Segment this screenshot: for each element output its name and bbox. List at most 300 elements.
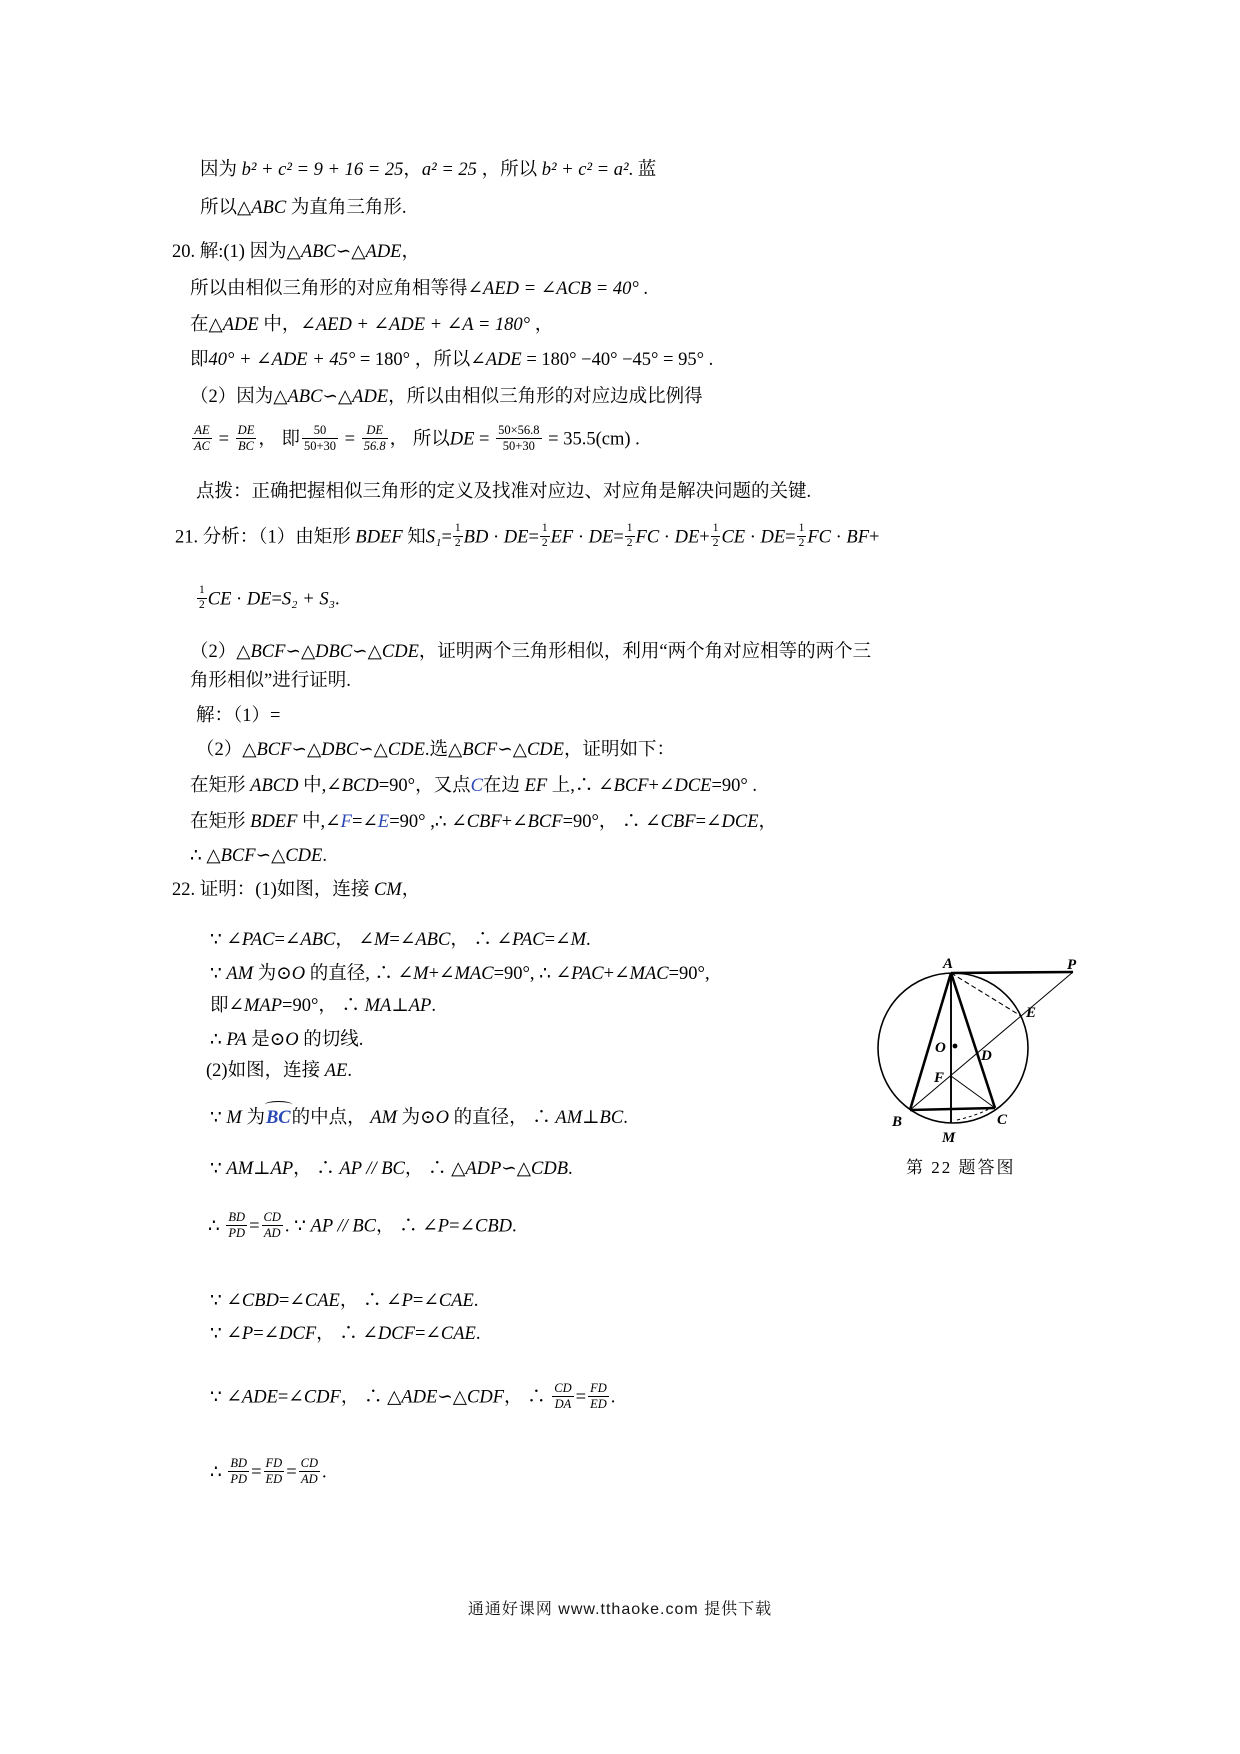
text-run: ∴ bbox=[208, 1216, 225, 1237]
text-run: 的中点， bbox=[291, 1108, 371, 1128]
answer-figure-22 bbox=[880, 953, 1095, 1153]
fraction: $\frac{50}{50+30}$ bbox=[303, 423, 337, 453]
text-run: ∽△ bbox=[358, 740, 388, 760]
math-run: ABC bbox=[300, 242, 336, 262]
math-run: AM bbox=[370, 1108, 398, 1128]
math-run: ∠P bbox=[386, 1291, 413, 1311]
text-run: . bbox=[473, 1291, 479, 1311]
text-run: ， ∴ bbox=[316, 1324, 363, 1344]
arc-MC-dashed bbox=[957, 1109, 989, 1120]
math-run: ∠DCE bbox=[658, 776, 712, 796]
diagram-label-F: F bbox=[934, 1070, 945, 1086]
text-run: · bbox=[745, 527, 761, 548]
text-run: = bbox=[249, 1216, 260, 1237]
text-run: = bbox=[251, 1462, 262, 1483]
math-run: CAE bbox=[304, 1291, 340, 1311]
math-run: DE bbox=[760, 527, 786, 548]
text-run: = bbox=[389, 930, 400, 950]
text-line bbox=[210, 1156, 573, 1183]
text-run: 在边 bbox=[482, 776, 525, 796]
text-run: . bbox=[335, 589, 340, 610]
math-run: ADE bbox=[352, 387, 389, 407]
text-run: . ∵ bbox=[284, 1216, 311, 1237]
text-run: ∽△ bbox=[352, 642, 382, 662]
text-line bbox=[175, 524, 879, 552]
text-run: 20. 解:(1) 因为△ bbox=[172, 242, 301, 262]
fraction: $\frac{BD}{PD}$ bbox=[228, 1210, 246, 1240]
math-run: ∠PAC bbox=[496, 930, 545, 950]
math-run: CDF bbox=[303, 1387, 341, 1408]
math-run: BC bbox=[599, 1108, 624, 1128]
text-run: ，证明如下： bbox=[563, 740, 675, 760]
text-run: 角形相似”进行证明. bbox=[190, 671, 351, 691]
text-run: · bbox=[831, 527, 847, 548]
segment-CF bbox=[951, 1076, 995, 1108]
text-run: 21. 分析：（1）由矩形 bbox=[175, 527, 356, 548]
text-run: . bbox=[586, 930, 591, 950]
text-run: 所以△ bbox=[200, 198, 252, 218]
text-line bbox=[210, 961, 710, 988]
fraction: $\frac{1}{2}$ bbox=[798, 522, 805, 549]
text-run: =∠ bbox=[253, 1324, 280, 1344]
text-line bbox=[210, 1288, 478, 1315]
math-run: a² = 25 bbox=[421, 160, 477, 180]
math-run: ∠CBF bbox=[451, 812, 502, 832]
text-line bbox=[210, 1321, 480, 1348]
text-run: 中， bbox=[258, 315, 301, 335]
text-run: 的切线. bbox=[298, 1030, 364, 1050]
math-run: AP bbox=[270, 1159, 294, 1179]
text-run: =∠ bbox=[449, 1216, 475, 1237]
fraction: $\frac{CD}{DA}$ bbox=[554, 1381, 572, 1411]
text-run: · bbox=[231, 589, 247, 610]
text-run: . bbox=[568, 1159, 573, 1179]
text-line bbox=[200, 157, 656, 184]
text-line bbox=[190, 639, 871, 666]
math-run: CE bbox=[721, 527, 746, 548]
math-run: CDE bbox=[381, 642, 419, 662]
text-run: 上,∴ bbox=[547, 776, 599, 796]
text-run: (2)如图，连接 bbox=[206, 1061, 325, 1081]
text-run: ，所以 bbox=[476, 160, 542, 180]
math-run: ABCD bbox=[250, 776, 299, 796]
text-run: .选△ bbox=[424, 740, 463, 760]
diagram-label-P: P bbox=[1067, 957, 1077, 973]
text-line bbox=[196, 703, 280, 730]
text-run: ∽△ bbox=[497, 740, 527, 760]
math-run: BDEF bbox=[355, 527, 403, 548]
math-run: ∠ADE bbox=[226, 1387, 278, 1408]
fraction: $\frac{1}{2}$ bbox=[626, 522, 633, 549]
text-run: 为直角三角形. bbox=[286, 198, 407, 218]
math-run: BF bbox=[846, 527, 870, 548]
math-run: EF bbox=[524, 776, 548, 796]
text-run: ∽△ bbox=[255, 846, 286, 866]
math-run: ABC bbox=[251, 198, 287, 218]
math-run: ∠MAC bbox=[439, 964, 494, 984]
circle-diagram bbox=[880, 953, 1095, 1153]
math-run: DCF bbox=[279, 1324, 317, 1344]
text-run: · bbox=[573, 527, 589, 548]
math-run: DE bbox=[449, 429, 475, 450]
math-run: DCE bbox=[721, 812, 759, 832]
math-run: CAE bbox=[440, 1324, 476, 1344]
text-run: . bbox=[347, 1061, 352, 1081]
math-run: PA bbox=[226, 1030, 247, 1050]
text-run: 为 bbox=[241, 1108, 265, 1128]
center-dot-O bbox=[953, 1044, 958, 1049]
diagram-labels bbox=[891, 956, 1077, 1146]
math-run: ∠CBD bbox=[226, 1291, 279, 1311]
text-run: ∵ bbox=[210, 930, 227, 950]
text-line bbox=[196, 479, 811, 506]
text-run: =∠ bbox=[695, 812, 722, 832]
text-run: = bbox=[441, 527, 452, 548]
text-line bbox=[190, 347, 713, 374]
math-run: BCF bbox=[256, 740, 292, 760]
text-run: ， bbox=[401, 880, 421, 900]
text-run: + bbox=[699, 527, 710, 548]
math-run: S₁ bbox=[425, 527, 442, 548]
text-line bbox=[172, 239, 420, 266]
math-run: ∠DCF bbox=[362, 1324, 415, 1344]
math-run: ∠BCF bbox=[512, 812, 563, 832]
text-run: . bbox=[512, 1216, 517, 1237]
text-run: ⊥ bbox=[391, 996, 409, 1016]
text-run: ， ∴ bbox=[375, 1216, 423, 1237]
math-run: b² + c² = a² bbox=[541, 160, 629, 180]
math-run: ABC bbox=[287, 387, 323, 407]
text-line bbox=[190, 668, 351, 695]
math-run: E bbox=[377, 812, 390, 832]
math-run: FC bbox=[635, 527, 660, 548]
text-run: = bbox=[286, 1462, 297, 1483]
fraction: $\frac{DE}{BC}$ bbox=[237, 423, 255, 453]
math-run: ∠MAP bbox=[228, 996, 283, 1016]
diagram-label-E: E bbox=[1026, 1005, 1037, 1021]
text-run: . 蓝 bbox=[628, 160, 657, 180]
math-run: CAE bbox=[438, 1291, 474, 1311]
fraction: $\frac{AE}{AC}$ bbox=[194, 423, 210, 453]
math-run: DBC bbox=[315, 642, 353, 662]
text-run: ， ∴ bbox=[339, 1291, 387, 1311]
text-run: ， bbox=[335, 930, 359, 950]
text-run: ∵ bbox=[210, 1387, 227, 1408]
text-run: 在△ bbox=[190, 315, 223, 335]
text-run: + bbox=[869, 527, 880, 548]
math-run: BCF bbox=[462, 740, 498, 760]
math-run: ADE bbox=[401, 1387, 438, 1408]
math-run: EF bbox=[550, 527, 574, 548]
text-run: . bbox=[610, 1387, 616, 1408]
math-run: ADP bbox=[465, 1159, 502, 1179]
math-run: AM bbox=[226, 1159, 254, 1179]
text-run: 即 bbox=[210, 996, 229, 1016]
diagram-label-A: A bbox=[943, 956, 954, 972]
text-line bbox=[190, 809, 777, 836]
text-line bbox=[196, 586, 340, 614]
math-run: BD bbox=[463, 527, 489, 548]
text-run: + bbox=[501, 812, 513, 832]
math-run: DE bbox=[246, 589, 272, 610]
text-line bbox=[210, 993, 436, 1020]
text-line bbox=[190, 384, 703, 411]
math-run: AP // BC bbox=[310, 1216, 376, 1237]
segment-BC bbox=[910, 1108, 995, 1110]
text-run: 解：（1）= bbox=[196, 706, 281, 726]
segment-AC bbox=[951, 973, 995, 1108]
text-run: ∽△ bbox=[322, 387, 353, 407]
math-run: CM bbox=[373, 880, 402, 900]
text-line bbox=[172, 877, 420, 904]
math-run: ∠PAC bbox=[555, 964, 604, 984]
text-run: ， bbox=[401, 242, 420, 262]
math-run: AE bbox=[324, 1061, 348, 1081]
text-run: ∽△ bbox=[437, 1387, 467, 1408]
text-run: . bbox=[475, 1324, 481, 1344]
math-run: ∠BCF bbox=[598, 776, 649, 796]
footer: 通通好课网 www.tthaoke.com 提供下载 bbox=[467, 1601, 773, 1618]
math-run: AP // BC bbox=[339, 1159, 405, 1179]
text-line bbox=[190, 425, 640, 456]
math-run: ADE bbox=[365, 242, 402, 262]
text-run: ， bbox=[758, 812, 778, 832]
text-run: = bbox=[213, 429, 234, 450]
text-run: 即 bbox=[190, 350, 209, 370]
text-run: ， ∴ △ bbox=[404, 1159, 466, 1179]
text-run: . bbox=[322, 846, 327, 866]
text-run: + bbox=[428, 964, 440, 984]
text-line bbox=[210, 1458, 327, 1489]
fraction: $\frac{1}{2}$ bbox=[541, 522, 548, 549]
math-run: O bbox=[291, 964, 306, 984]
text-run: = bbox=[613, 527, 624, 548]
arc-over-text: BC bbox=[266, 1103, 291, 1132]
math-run: MA bbox=[364, 996, 392, 1016]
text-run: 为⊙ bbox=[253, 964, 292, 984]
segment-AE-dashed bbox=[951, 973, 1021, 1016]
fraction: $\frac{BD}{PD}$ bbox=[230, 1456, 248, 1486]
text-run: （2）△ bbox=[190, 642, 251, 662]
text-run: =90° ,∴ bbox=[389, 812, 452, 832]
text-run: =90°, ∴ bbox=[493, 964, 556, 984]
diagram-label-O: O bbox=[935, 1040, 946, 1056]
text-run: =∠ bbox=[414, 1324, 441, 1344]
text-run: ∽△ bbox=[285, 642, 316, 662]
fraction: $\frac{1}{2}$ bbox=[454, 522, 461, 549]
text-run: ， bbox=[403, 160, 422, 180]
text-line bbox=[190, 276, 648, 303]
text-run: = bbox=[575, 1387, 587, 1408]
text-line bbox=[210, 1103, 628, 1132]
text-run: =90°， ∴ bbox=[562, 812, 646, 832]
text-run: 中, bbox=[298, 776, 327, 796]
text-run: ∽△ bbox=[501, 1159, 532, 1179]
math-run: CDF bbox=[467, 1387, 504, 1408]
fraction: $\frac{1}{2}$ bbox=[712, 522, 719, 549]
math-run: ∠BCD bbox=[326, 776, 379, 796]
math-run: ∠CBF bbox=[645, 812, 696, 832]
figure-caption: 第 22 题答图 bbox=[906, 1158, 1016, 1177]
math-run: CDE bbox=[387, 740, 425, 760]
fraction: $\frac{FD}{ED}$ bbox=[590, 1381, 607, 1411]
text-line bbox=[208, 1212, 517, 1243]
text-run: ， bbox=[530, 315, 554, 335]
math-run: AM bbox=[226, 964, 254, 984]
text-run: ∵ bbox=[210, 1159, 227, 1179]
circle-O bbox=[878, 973, 1028, 1123]
text-run: = bbox=[544, 930, 556, 950]
fraction: $\frac{CD}{AD}$ bbox=[263, 1210, 281, 1240]
text-run: 的直径, ∴ bbox=[305, 964, 398, 984]
math-run: ∠MAC bbox=[614, 964, 669, 984]
text-run: ∴ bbox=[210, 1462, 227, 1483]
text-run: · bbox=[659, 527, 675, 548]
text-run: ∴ △ bbox=[190, 846, 221, 866]
text-run: 所以由相似三角形的对应角相等得 bbox=[190, 279, 468, 299]
text-run: =90°， ∴ bbox=[282, 996, 365, 1016]
text-line bbox=[190, 312, 553, 339]
text-run: . bbox=[322, 1462, 327, 1483]
text-run: = 35.5(cm) . bbox=[543, 429, 640, 450]
text-run: ， ∴ bbox=[504, 1387, 551, 1408]
text-run: 因为 bbox=[200, 160, 242, 180]
text-run: = bbox=[785, 527, 796, 548]
math-run: CE bbox=[207, 589, 232, 610]
text-run: = 180° ，所以 bbox=[355, 350, 471, 370]
text-run: ， 即 bbox=[258, 429, 300, 450]
text-run: = bbox=[528, 527, 539, 548]
text-run: =90°，又点 bbox=[378, 776, 471, 796]
text-run: 知 bbox=[402, 527, 426, 548]
text-run: 22. 证明：(1)如图，连接 bbox=[172, 880, 374, 900]
text-line bbox=[190, 773, 757, 800]
text-line bbox=[210, 1383, 615, 1414]
text-run: =∠ bbox=[412, 1291, 439, 1311]
math-run: ∠M bbox=[555, 930, 586, 950]
text-line bbox=[200, 195, 406, 222]
math-run: DE bbox=[588, 527, 614, 548]
text-run: ， ∴ △ bbox=[340, 1387, 402, 1408]
diagram-label-C: C bbox=[997, 1112, 1008, 1128]
text-run: = 180° −40° −45° = 95° . bbox=[521, 350, 714, 370]
text-run: ⊥ bbox=[253, 1159, 271, 1179]
fraction: $\frac{1}{2}$ bbox=[199, 584, 205, 611]
text-run: ， 所以 bbox=[389, 429, 450, 450]
math-run: ∠M bbox=[397, 964, 429, 984]
text-run: = bbox=[474, 429, 495, 450]
text-run: ，所以由相似三角形的对应边成比例得 bbox=[388, 387, 703, 407]
text-run: + bbox=[603, 964, 615, 984]
math-run: S₂ + S₃ bbox=[281, 589, 336, 610]
math-run: FC bbox=[807, 527, 831, 548]
text-run: ， ∴ bbox=[450, 930, 497, 950]
text-run: = bbox=[271, 589, 282, 610]
text-run: 是⊙ bbox=[246, 1030, 286, 1050]
text-run: ∵ bbox=[210, 1324, 227, 1344]
math-run: C bbox=[470, 776, 483, 796]
text-run: . bbox=[431, 996, 436, 1016]
text-run: =∠ bbox=[351, 812, 378, 832]
text-run: 在矩形 bbox=[190, 776, 251, 796]
text-run: ∴ bbox=[210, 1030, 227, 1050]
math-run: CDB bbox=[531, 1159, 569, 1179]
math-run: ∠AED + ∠ADE + ∠A = 180° bbox=[300, 315, 531, 335]
text-line bbox=[206, 1058, 352, 1085]
math-run: ∠ABC bbox=[284, 930, 336, 950]
math-run: BCF bbox=[250, 642, 286, 662]
math-run: ∠ADE bbox=[470, 350, 522, 370]
text-line bbox=[190, 843, 327, 870]
diagram-label-D: D bbox=[981, 1048, 992, 1064]
math-run: ∠P bbox=[422, 1216, 450, 1237]
fraction: $\frac{CD}{AD}$ bbox=[300, 1456, 318, 1486]
math-run: DE bbox=[503, 527, 529, 548]
math-run: ∠ABC bbox=[399, 930, 451, 950]
text-run: （2）△ bbox=[196, 740, 257, 760]
math-run: O bbox=[435, 1108, 450, 1128]
text-run: （2）因为△ bbox=[190, 387, 288, 407]
math-run: CDE bbox=[526, 740, 564, 760]
text-run: 为⊙ bbox=[397, 1108, 436, 1128]
text-run: =90°, bbox=[668, 964, 710, 984]
text-run: ， ∴ bbox=[293, 1159, 340, 1179]
text-run: ∵ bbox=[210, 1291, 227, 1311]
text-run: · bbox=[488, 527, 504, 548]
segment-AP bbox=[951, 972, 1073, 973]
math-run: CDE bbox=[285, 846, 323, 866]
math-run: ∠PAC bbox=[226, 930, 275, 950]
text-line bbox=[210, 927, 591, 954]
text-run: 在矩形 bbox=[190, 812, 251, 832]
math-run: ADE bbox=[222, 315, 259, 335]
text-run: 中,∠ bbox=[297, 812, 341, 832]
math-run: O bbox=[285, 1030, 299, 1050]
math-run: M bbox=[226, 1108, 242, 1128]
math-run: BCF bbox=[220, 846, 256, 866]
math-run: ∠P bbox=[226, 1324, 254, 1344]
text-line bbox=[196, 737, 675, 764]
text-run: ⊥ bbox=[582, 1108, 600, 1128]
math-run: AM bbox=[555, 1108, 583, 1128]
math-run: CBD bbox=[475, 1216, 512, 1237]
text-run: = bbox=[340, 429, 360, 450]
text-run: ∵ bbox=[210, 1108, 227, 1128]
diagram-label-B: B bbox=[892, 1114, 903, 1130]
text-run: 的直径， ∴ bbox=[449, 1108, 556, 1128]
math-run: b² + c² = 9 + 16 = 25 bbox=[241, 160, 404, 180]
text-run: . bbox=[638, 279, 649, 299]
fraction: $\frac{DE}{56.8}$ bbox=[363, 423, 386, 453]
math-run: DBC bbox=[321, 740, 359, 760]
text-run: . bbox=[623, 1108, 628, 1128]
text-run: =∠ bbox=[277, 1387, 304, 1408]
text-run: ，证明两个三角形相似，利用“两个角对应相等的两个三 bbox=[418, 642, 872, 662]
fraction: $\frac{50\times 56.8}{50+30}$ bbox=[498, 423, 540, 453]
math-run: DE bbox=[674, 527, 700, 548]
text-run: = bbox=[274, 930, 285, 950]
text-run: + bbox=[648, 776, 659, 796]
text-run: =∠ bbox=[278, 1291, 305, 1311]
math-run: 40° + ∠ADE + 45° bbox=[208, 350, 356, 370]
text-run: 点拨：正确把握相似三角形的定义及找准对应边、对应角是解决问题的关键. bbox=[196, 482, 812, 502]
math-run: F bbox=[340, 812, 352, 832]
math-run: BDEF bbox=[250, 812, 298, 832]
text-run: ∵ bbox=[210, 964, 227, 984]
text-run: =90° . bbox=[711, 776, 758, 796]
text-run: ∽△ bbox=[335, 242, 366, 262]
text-run: ∽△ bbox=[291, 740, 322, 760]
